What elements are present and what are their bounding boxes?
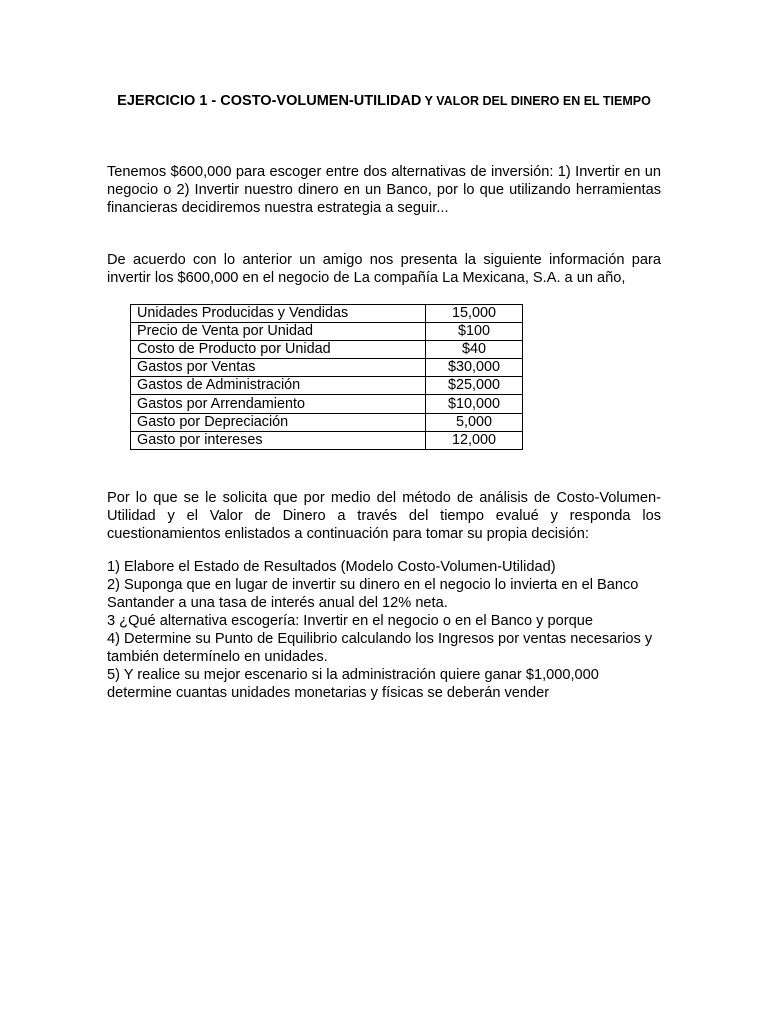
table-cell-label: Gastos de Administración bbox=[131, 377, 426, 395]
context-text: De acuerdo con lo anterior un amigo nos presenta la siguiente información para invertir los $600,000 en el negocio de La compañía La Mexicana, S.A. a un año, bbox=[107, 252, 661, 286]
list-item: 1) Elabore el Estado de Resultados (Modelo Costo-Volumen-Utilidad) bbox=[107, 559, 556, 575]
table-cell-label: Unidades Producidas y Vendidas bbox=[131, 305, 426, 323]
list-item: 4) Determine su Punto de Equilibrio calculando los Ingresos por ventas necesarios y también determínelo en unidades. bbox=[107, 631, 653, 665]
table-row bbox=[131, 323, 523, 341]
table-cell-value: 5,000 bbox=[426, 413, 523, 431]
request-paragraph bbox=[107, 489, 661, 543]
table-row bbox=[131, 431, 523, 449]
title-sub: Y VALOR DEL DINERO EN EL TIEMPO bbox=[421, 94, 651, 108]
title-main: EJERCICIO 1 - COSTO-VOLUMEN-UTILIDAD bbox=[117, 93, 422, 109]
table-row bbox=[131, 305, 523, 323]
table-cell-value: $30,000 bbox=[426, 359, 523, 377]
table-cell-value: $10,000 bbox=[426, 395, 523, 413]
financial-data-table bbox=[130, 304, 523, 450]
table-row bbox=[131, 377, 523, 395]
table-cell-value: 12,000 bbox=[426, 431, 523, 449]
list-item: 5) Y realice su mejor escenario si la administración quiere ganar $1,000,000 determine cuantas unidades monetarias y físicas se deberán vender bbox=[107, 667, 599, 701]
table-row bbox=[131, 413, 523, 431]
list-item: 3 ¿Qué alternativa escogería: Invertir en el negocio o en el Banco y porque bbox=[107, 613, 593, 629]
request-text: Por lo que se le solicita que por medio del método de análisis de Costo-Volumen-Utilidad y el Valor de Dinero a través del tiempo evalué y responda los cuestionamientos enlistados a continuación para tomar su propia decisión: bbox=[107, 490, 661, 542]
table-cell-value: 15,000 bbox=[426, 305, 523, 323]
table-cell-label: Gasto por Depreciación bbox=[131, 413, 426, 431]
table-cell-value: $25,000 bbox=[426, 377, 523, 395]
table-row bbox=[131, 395, 523, 413]
table-cell-value: $40 bbox=[426, 341, 523, 359]
table-cell-label: Precio de Venta por Unidad bbox=[131, 323, 426, 341]
context-paragraph bbox=[107, 251, 661, 287]
table-cell-value: $100 bbox=[426, 323, 523, 341]
document-title bbox=[107, 92, 661, 110]
list-item: 2) Suponga que en lugar de invertir su dinero en el negocio lo invierta en el Banco Santander a una tasa de interés anual del 12% neta. bbox=[107, 577, 639, 611]
table-cell-label: Costo de Producto por Unidad bbox=[131, 341, 426, 359]
intro-text: Tenemos $600,000 para escoger entre dos alternativas de inversión: 1) Invertir en un negocio o 2) Invertir nuestro dinero en un Banco, por lo que utilizando herramientas financieras decidiremos nuestra estrategia a seguir... bbox=[107, 164, 661, 216]
questions-list bbox=[107, 558, 661, 702]
table-cell-label: Gastos por Arrendamiento bbox=[131, 395, 426, 413]
table-row bbox=[131, 341, 523, 359]
table-cell-label: Gastos por Ventas bbox=[131, 359, 426, 377]
table-row bbox=[131, 359, 523, 377]
table-cell-label: Gasto por intereses bbox=[131, 431, 426, 449]
intro-paragraph bbox=[107, 163, 661, 217]
